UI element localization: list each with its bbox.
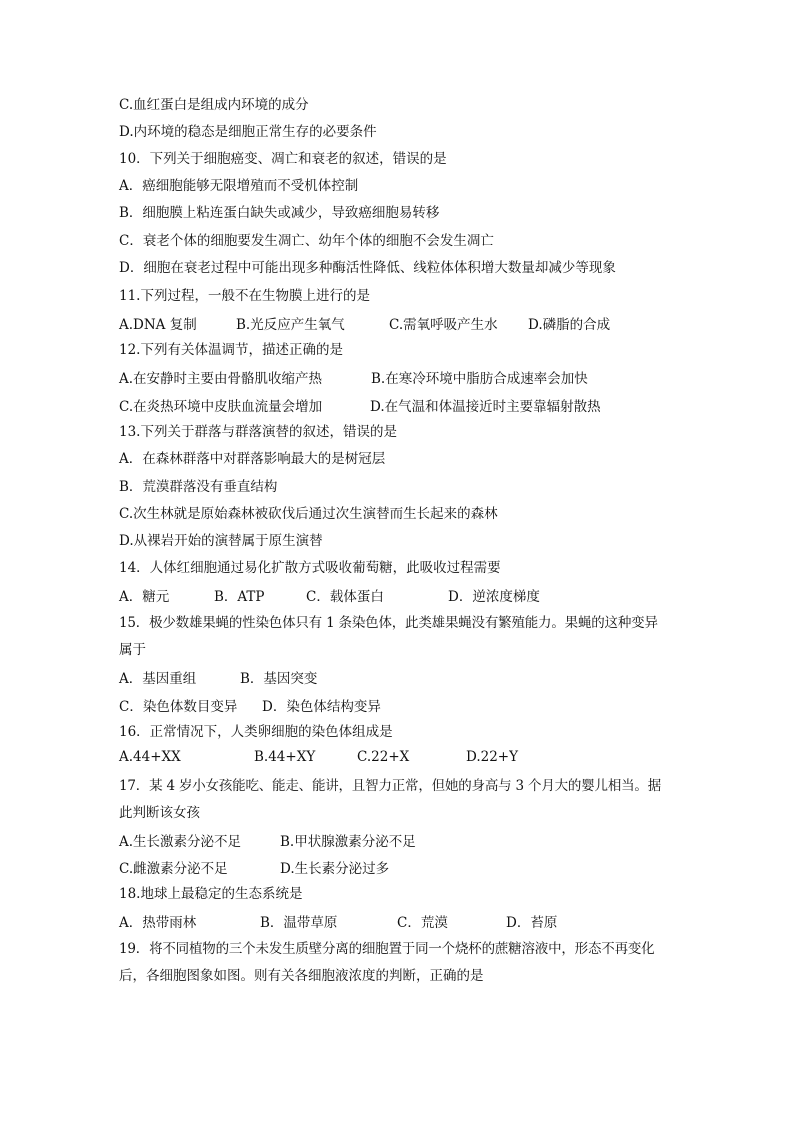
option-line: C.次生林就是原始森林被砍伐后通过次生演替而生长起来的森林 [119,506,498,522]
option-line: D.内环境的稳态是细胞正常生存的必要条件 [119,124,377,140]
option-b: B．ATP [214,589,265,605]
option-c: C.22+X [357,749,410,765]
option-line: D．细胞在衰老过程中可能出现多种酶活性降低、线粒体体积增大数量却减少等现象 [119,260,616,276]
option-b: B.甲状腺激素分泌不足 [280,834,416,850]
option-b: B．基因突变 [240,671,318,687]
option-c: C.雌激素分泌不足 [119,861,228,877]
question-11-stem: 11.下列过程，一般不在生物膜上进行的是 [119,288,370,304]
option-line: C．衰老个体的细胞要发生凋亡、幼年个体的细胞不会发生凋亡 [119,233,494,249]
option-a: A.44+XX [119,749,181,765]
option-c: C.需氧呼吸产生水 [389,317,498,333]
option-c: C．染色体数目变异 [119,699,238,715]
option-d: D．逆浓度梯度 [448,589,540,605]
option-b: B.44+XY [254,749,316,765]
option-a: A．基因重组 [119,671,197,687]
question-17-stem-cont: 此判断该女孩 [119,805,200,821]
question-15-stem-cont: 属于 [119,642,146,658]
question-19-stem-cont: 后，各细胞图象如图。则有关各细胞液浓度的判断，正确的是 [119,968,484,984]
option-d: D．苔原 [506,915,558,931]
question-10-stem: 10．下列关于细胞癌变、凋亡和衰老的叙述，错误的是 [119,151,447,167]
option-a: A．热带雨林 [119,915,197,931]
option-d: D.生长素分泌过多 [280,861,390,877]
option-b: B．温带草原 [260,915,338,931]
option-a: A.DNA 复制 [119,317,197,333]
option-line: D.从裸岩开始的演替属于原生演替 [119,533,323,549]
question-14-stem: 14．人体红细胞通过易化扩散方式吸收葡萄糖，此吸收过程需要 [119,560,501,576]
option-d: D.磷脂的合成 [528,317,611,333]
question-17-stem: 17．某 4 岁小女孩能吃、能走、能讲，且智力正常，但她的身高与 3 个月大的婴儿相当。据 [119,778,662,794]
option-d: D．染色体结构变异 [262,699,381,715]
option-c: C.在炎热环境中皮肤血流量会增加 [119,399,323,415]
option-b: B.在寒冷环境中脂肪合成速率会加快 [371,371,588,387]
option-a: A．糖元 [119,589,170,605]
option-line: B．细胞膜上粘连蛋白缺失或减少，导致癌细胞易转移 [119,205,440,221]
option-a: A.在安静时主要由骨骼肌收缩产热 [119,371,323,387]
option-c: C．载体蛋白 [306,589,384,605]
question-15-stem: 15．极少数雄果蝇的性染色体只有 1 条染色体，此类雄果蝇没有繁殖能力。果蝇的这种变异 [119,615,658,631]
option-line: A．癌细胞能够无限增殖而不受机体控制 [119,178,359,194]
option-line: B．荒漠群落没有垂直结构 [119,479,278,495]
question-18-stem: 18.地球上最稳定的生态系统是 [119,886,303,902]
option-line: C.血红蛋白是组成内环境的成分 [119,97,309,113]
question-12-stem: 12.下列有关体温调节，描述正确的是 [119,342,343,358]
option-b: B.光反应产生氧气 [236,317,345,333]
question-16-stem: 16．正常情况下，人类卵细胞的染色体组成是 [119,724,393,740]
option-d: D.22+Y [466,749,519,765]
option-a: A.生长激素分泌不足 [119,834,242,850]
question-13-stem: 13.下列关于群落与群落演替的叙述，错误的是 [119,424,397,440]
question-19-stem: 19．将不同植物的三个未发生质壁分离的细胞置于同一个烧杯的蔗糖溶液中，形态不再变化 [119,941,655,957]
option-c: C．荒漠 [397,915,448,931]
option-d: D.在气温和体温接近时主要靠辐射散热 [370,399,601,415]
option-line: A．在森林群落中对群落影响最大的是树冠层 [119,451,386,467]
